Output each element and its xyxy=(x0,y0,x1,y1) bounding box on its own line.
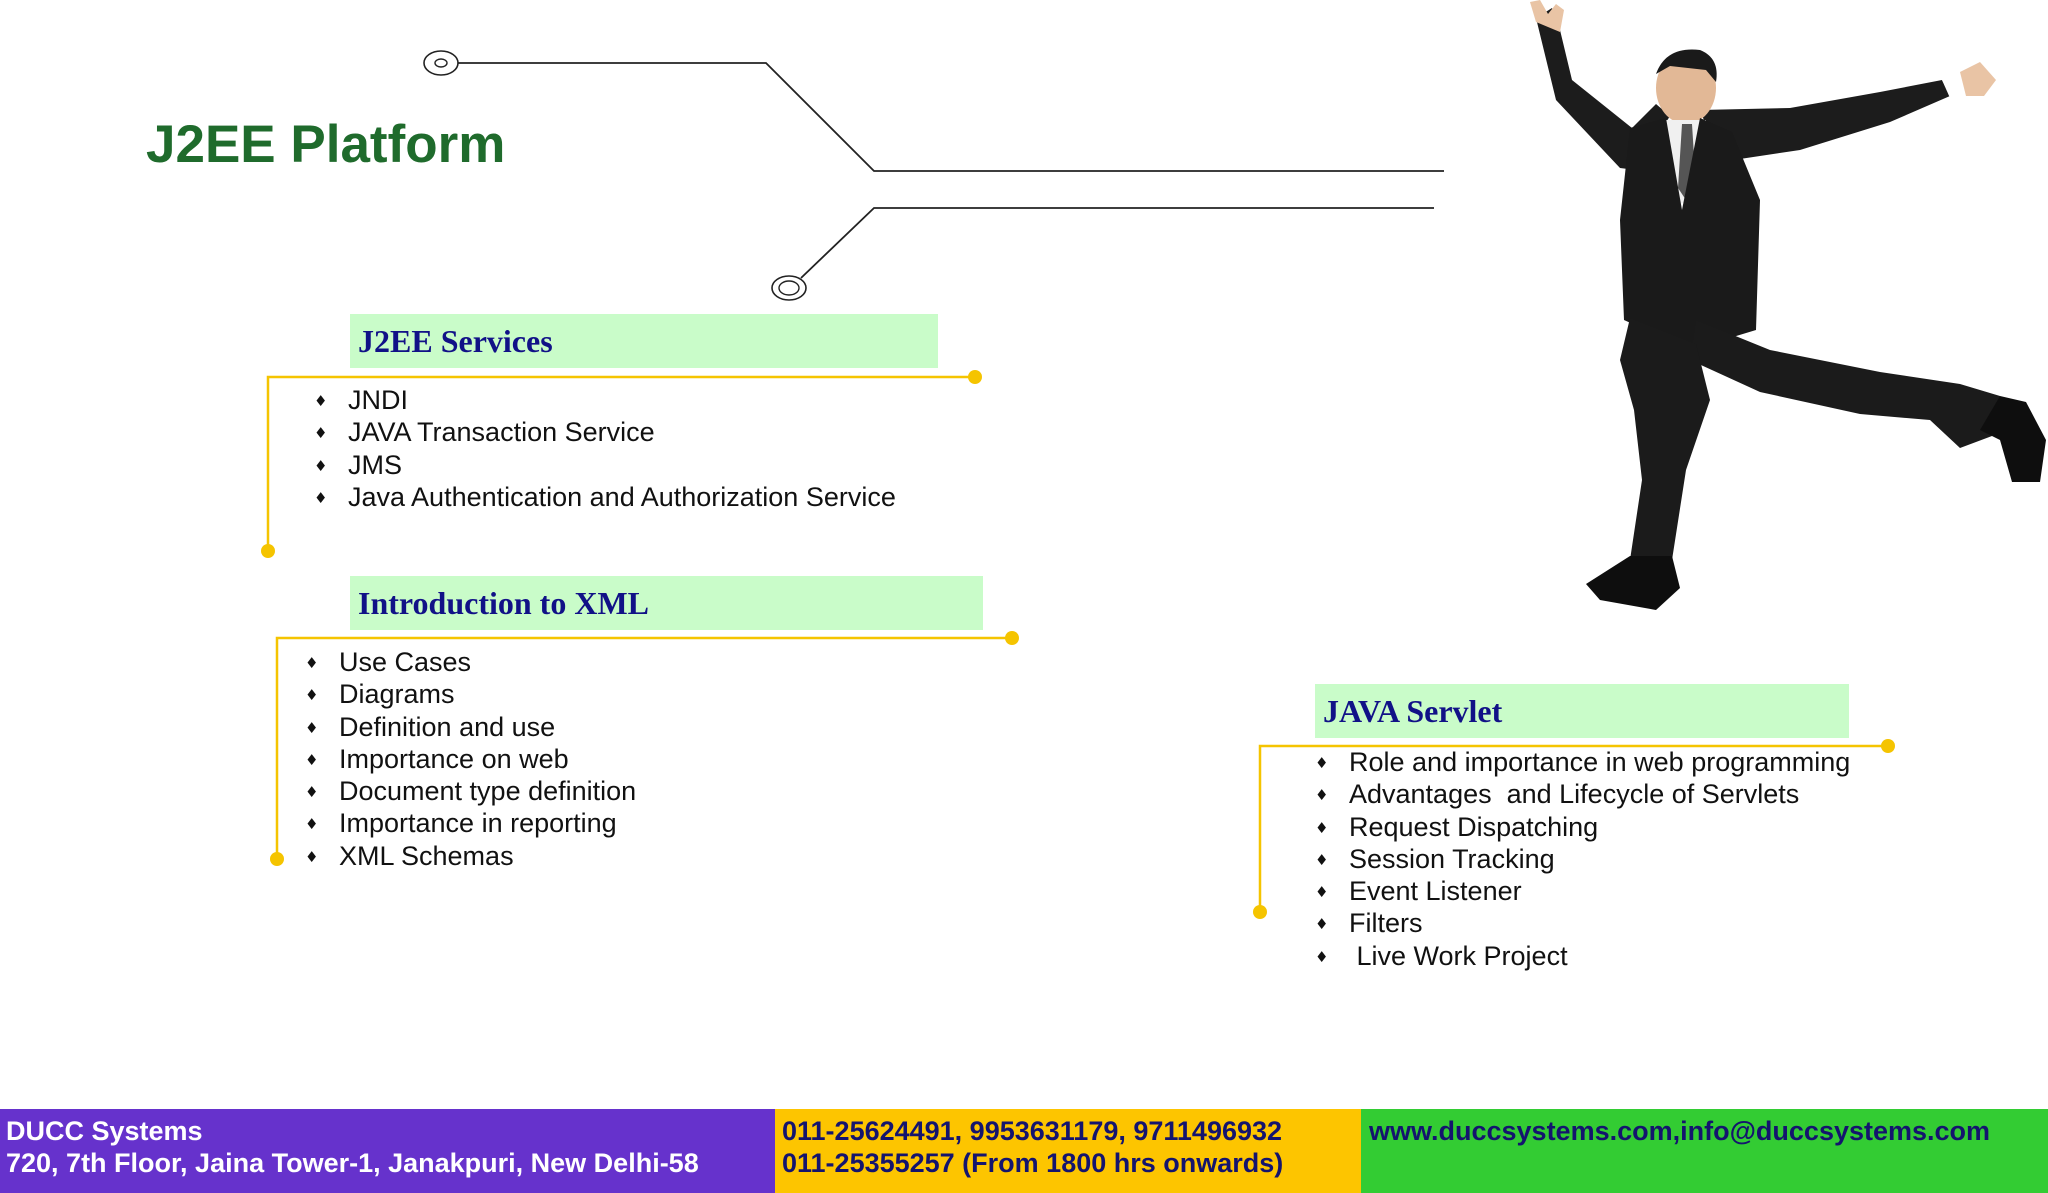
jumping-businessman-image xyxy=(1460,0,2048,630)
bullet-diamond-icon: ♦ xyxy=(1315,818,1329,837)
list-item: ♦ Importance on web xyxy=(339,743,636,775)
list-j2ee-services xyxy=(314,384,896,513)
list-item: ♦ Diagrams xyxy=(339,678,636,710)
footer-phones-line2: 011-25355257 (From 1800 hrs onwards) xyxy=(782,1148,1284,1178)
bullet-diamond-icon: ♦ xyxy=(1315,947,1329,966)
list-item: ♦ Request Dispatching xyxy=(1349,811,1850,843)
list-item: ♦ Role and importance in web programming xyxy=(1349,746,1850,778)
list-item: ♦ JMS xyxy=(348,449,896,481)
bullet-diamond-icon: ♦ xyxy=(314,392,328,410)
list-xml xyxy=(305,646,637,872)
bullet-diamond-icon: ♦ xyxy=(1315,915,1329,934)
bullet-diamond-icon: ♦ xyxy=(305,654,319,672)
bullet-diamond-icon: ♦ xyxy=(305,750,319,769)
footer-web-panel xyxy=(1361,1109,2048,1193)
list-item: ♦ Definition and use xyxy=(339,711,636,743)
list-item: ♦ Event Listener xyxy=(1349,875,1850,907)
list-servlet xyxy=(1315,746,1851,972)
list-item: ♦ JNDI xyxy=(348,384,896,416)
footer-company-name: DUCC Systems xyxy=(6,1116,203,1146)
bullet-diamond-icon: ♦ xyxy=(1315,883,1329,902)
list-item: ♦ JAVA Transaction Service xyxy=(348,416,896,448)
page-title: J2EE Platform xyxy=(146,115,506,174)
list-item: ♦ Session Tracking xyxy=(1349,843,1850,875)
list-item: ♦ Live Work Project xyxy=(1349,940,1850,972)
footer-company-panel xyxy=(0,1109,775,1193)
footer-address: 720, 7th Floor, Jaina Tower-1, Janakpuri, New Delhi-58 xyxy=(6,1148,699,1178)
bullet-diamond-icon: ♦ xyxy=(305,847,319,866)
bullet-diamond-icon: ♦ xyxy=(305,815,319,834)
section-heading-j2ee-services: J2EE Services xyxy=(350,314,938,368)
bullet-diamond-icon: ♦ xyxy=(1315,850,1329,869)
footer-phone-panel xyxy=(775,1109,1361,1193)
bullet-diamond-icon: ♦ xyxy=(314,424,328,443)
list-item: ♦ Document type definition xyxy=(339,775,636,807)
bullet-diamond-icon: ♦ xyxy=(305,718,319,737)
bullet-diamond-icon: ♦ xyxy=(314,456,328,475)
list-item: ♦ Filters xyxy=(1349,907,1850,939)
section-heading-servlet: JAVA Servlet xyxy=(1315,684,1849,738)
bullet-diamond-icon: ♦ xyxy=(1315,786,1329,805)
list-item: ♦ Advantages and Lifecycle of Servlets xyxy=(1349,778,1850,810)
bullet-diamond-icon: ♦ xyxy=(305,783,319,802)
section-heading-xml: Introduction to XML xyxy=(350,576,983,630)
footer-phones-line1: 011-25624491, 9953631179, 9711496932 xyxy=(782,1116,1283,1146)
list-item: ♦ Java Authentication and Authorization Service xyxy=(348,481,896,513)
list-item: ♦ XML Schemas xyxy=(339,840,636,872)
bullet-diamond-icon: ♦ xyxy=(305,686,319,705)
footer-bar xyxy=(0,1109,2048,1193)
bullet-diamond-icon: ♦ xyxy=(1315,754,1329,772)
list-item: ♦ Use Cases xyxy=(339,646,636,678)
footer-web-email[interactable]: www.duccsystems.com,info@duccsystems.com xyxy=(1369,1116,1991,1146)
list-item: ♦ Importance in reporting xyxy=(339,807,636,839)
bullet-diamond-icon: ♦ xyxy=(314,488,328,507)
